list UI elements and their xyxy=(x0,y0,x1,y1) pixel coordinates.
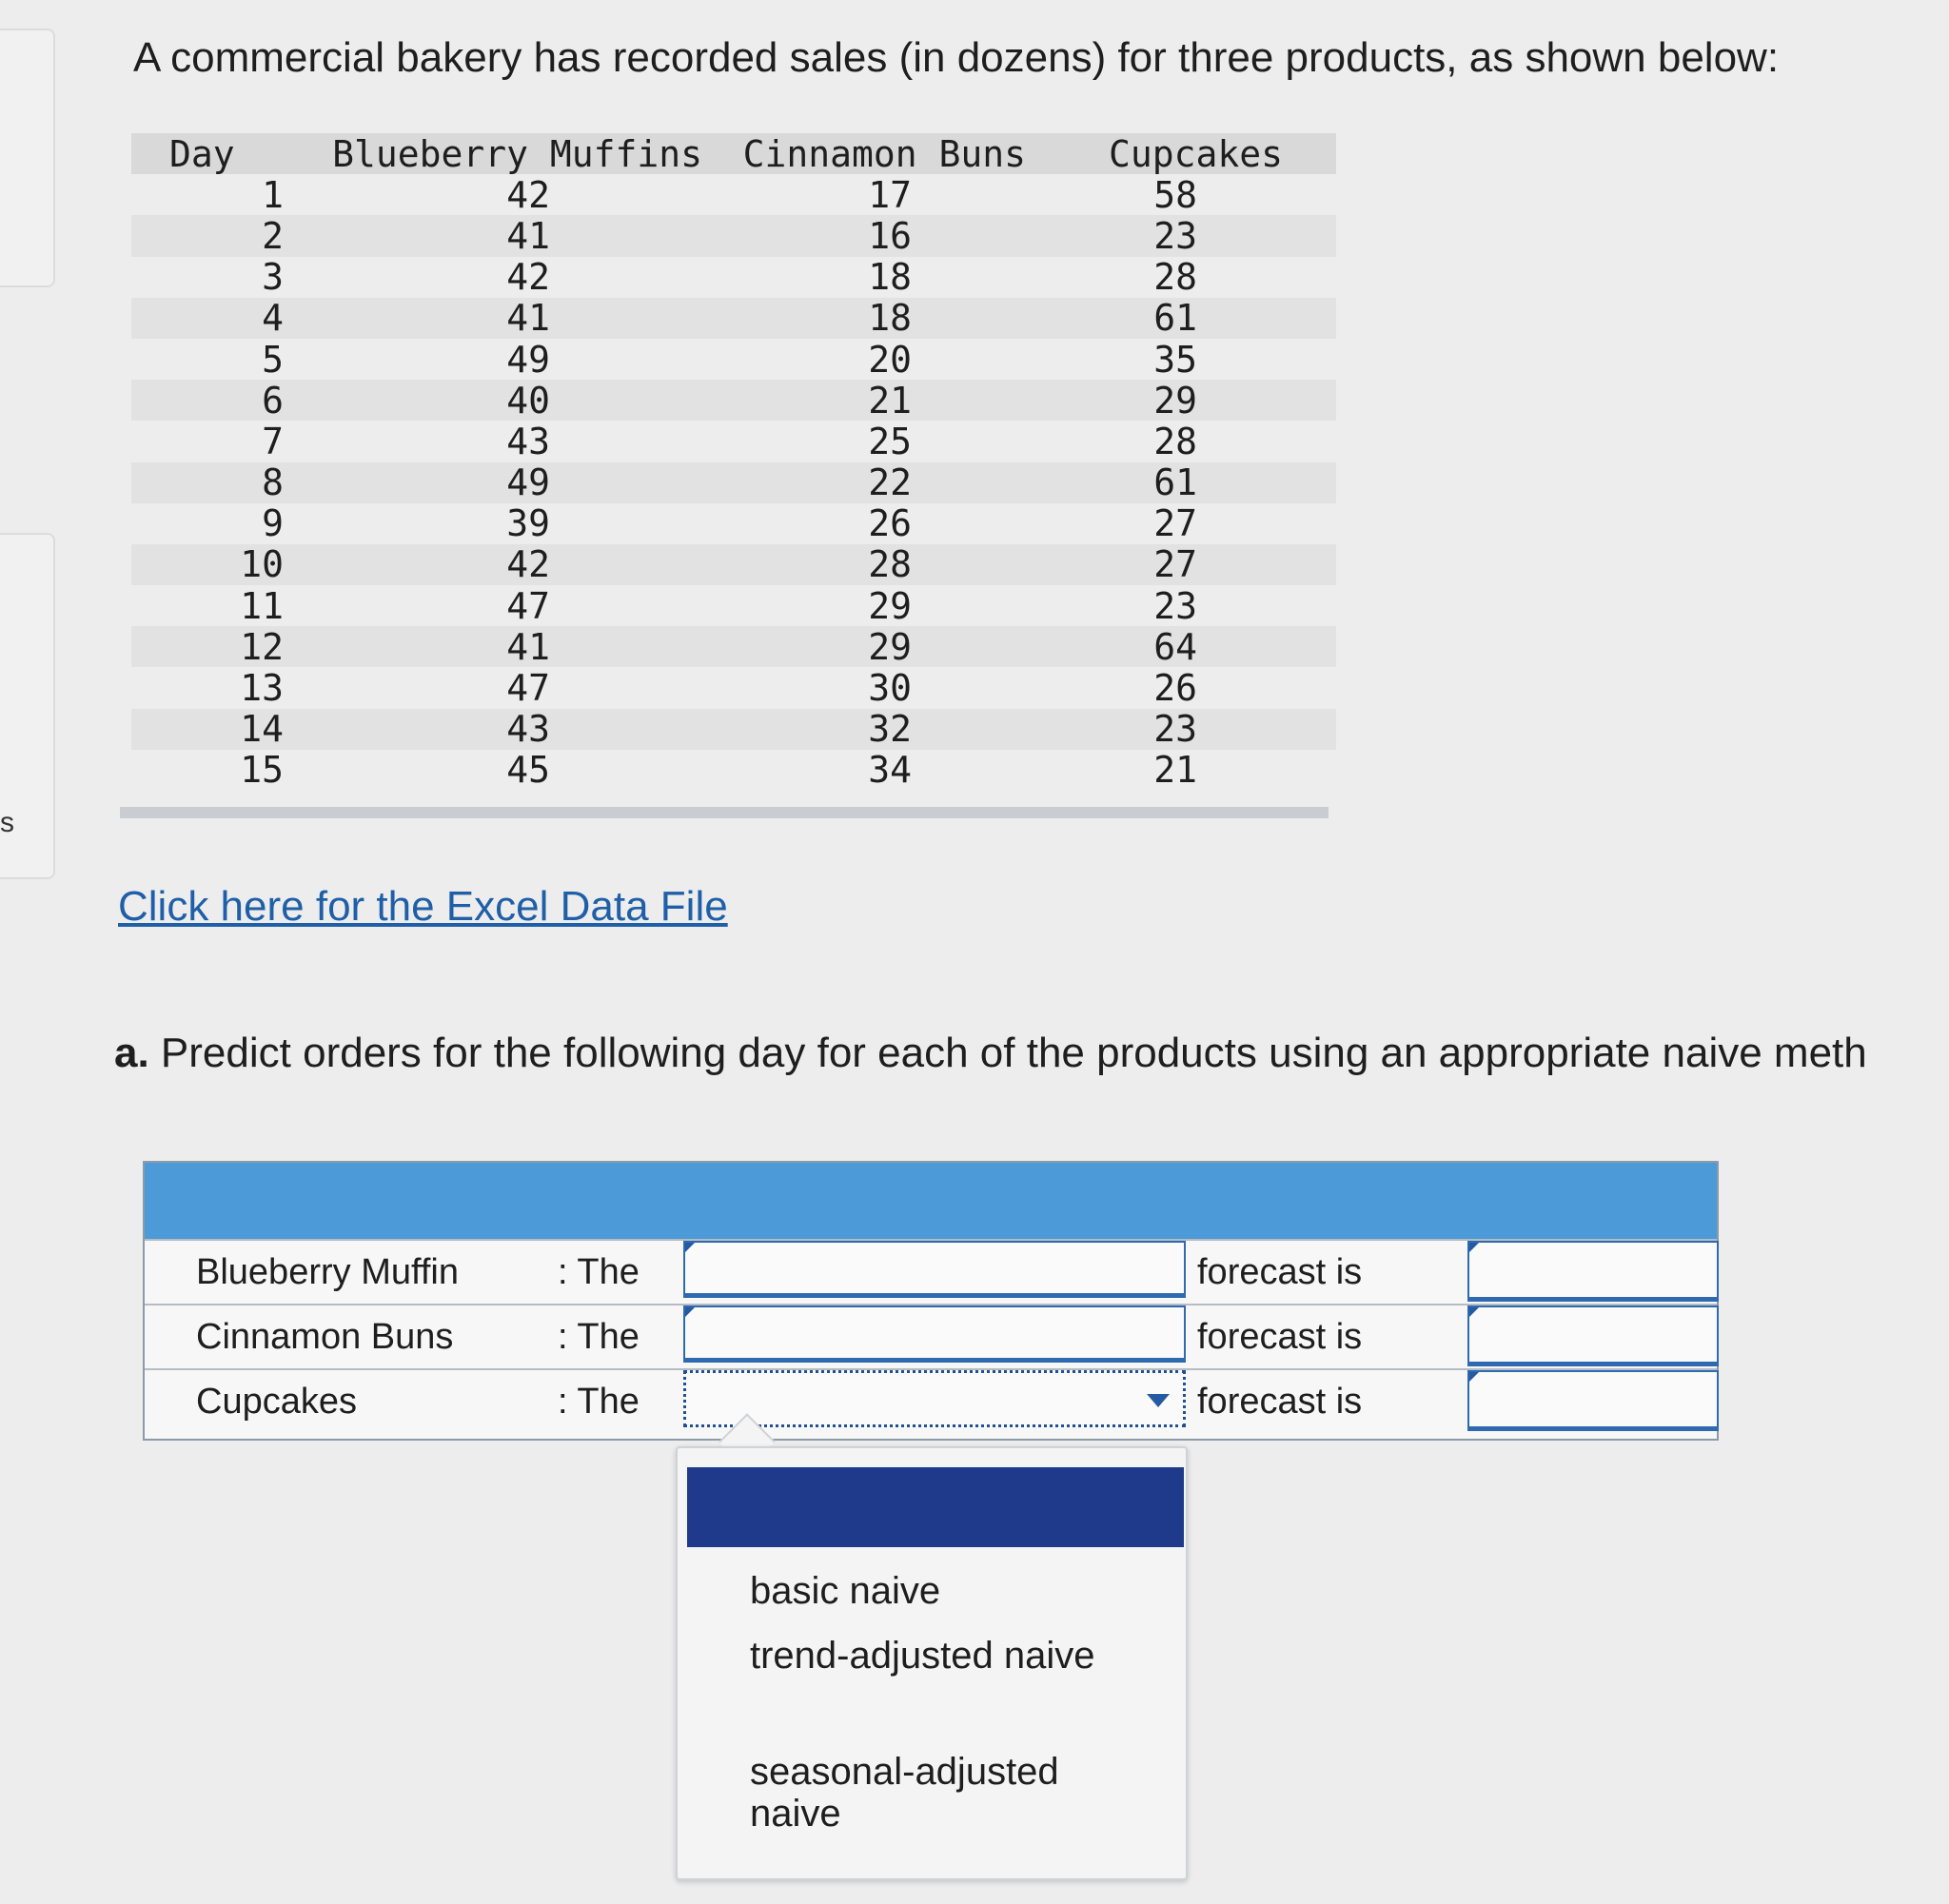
cell-blueberry-muffins: 39 xyxy=(506,502,550,545)
header-cupcakes: Cupcakes xyxy=(1108,132,1283,175)
corner-marker-icon xyxy=(1469,1307,1479,1317)
cell-blueberry-muffins: 41 xyxy=(506,214,550,257)
the-label: : The xyxy=(558,1252,640,1292)
cell-cinnamon-buns: 28 xyxy=(868,543,912,586)
table-row xyxy=(131,257,1336,298)
forecast-input-cupcakes[interactable] xyxy=(1467,1370,1719,1431)
table-row xyxy=(131,421,1336,461)
forecast-is-label: forecast is xyxy=(1197,1317,1363,1357)
cell-day: 11 xyxy=(240,584,284,627)
table-row xyxy=(131,750,1336,791)
cell-day: 5 xyxy=(262,338,284,381)
cell-day: 15 xyxy=(240,749,284,792)
cell-day: 10 xyxy=(240,543,284,586)
cell-day: 1 xyxy=(262,173,284,216)
forecast-is-label: forecast is xyxy=(1197,1382,1363,1422)
cell-day: 8 xyxy=(262,461,284,504)
forecast-is-label: forecast is xyxy=(1197,1252,1363,1292)
cell-cinnamon-buns: 22 xyxy=(868,461,912,504)
answer-table xyxy=(143,1161,1719,1441)
table-body xyxy=(131,174,1336,791)
cell-cinnamon-buns: 18 xyxy=(868,256,912,299)
answer-row-blueberry xyxy=(145,1239,1717,1305)
cell-blueberry-muffins: 42 xyxy=(506,256,550,299)
table-header-row xyxy=(131,133,1336,174)
cell-cupcakes: 64 xyxy=(1153,625,1197,668)
table-row xyxy=(131,462,1336,503)
cell-cinnamon-buns: 18 xyxy=(868,297,912,340)
corner-marker-icon xyxy=(1469,1243,1479,1252)
cell-cupcakes: 61 xyxy=(1153,297,1197,340)
product-label: Blueberry Muffin xyxy=(196,1252,459,1292)
answer-row-cinnamon xyxy=(145,1304,1717,1370)
sales-table xyxy=(131,133,1336,791)
cell-cupcakes: 26 xyxy=(1153,667,1197,710)
cell-cinnamon-buns: 20 xyxy=(868,338,912,381)
cell-day: 7 xyxy=(262,420,284,462)
cell-blueberry-muffins: 43 xyxy=(506,708,550,751)
cell-day: 13 xyxy=(240,667,284,710)
header-day: Day xyxy=(169,132,235,175)
corner-marker-icon xyxy=(1469,1372,1479,1382)
cell-cupcakes: 21 xyxy=(1153,749,1197,792)
cell-cinnamon-buns: 29 xyxy=(868,584,912,627)
question-letter: a. xyxy=(114,1030,149,1076)
cell-cinnamon-buns: 29 xyxy=(868,625,912,668)
option-basic-naive[interactable]: basic naive xyxy=(750,1570,941,1612)
cell-day: 9 xyxy=(262,502,284,545)
table-row xyxy=(131,544,1336,585)
chevron-down-icon[interactable] xyxy=(1147,1394,1170,1407)
cell-blueberry-muffins: 47 xyxy=(506,584,550,627)
question-a xyxy=(114,1030,1867,1077)
answer-table-header xyxy=(145,1163,1717,1239)
cell-cupcakes: 23 xyxy=(1153,708,1197,751)
table-divider xyxy=(120,807,1329,818)
the-label: : The xyxy=(558,1382,640,1422)
cell-cinnamon-buns: 26 xyxy=(868,502,912,545)
forecast-input-cinnamon[interactable] xyxy=(1467,1305,1719,1366)
excel-data-file-link[interactable]: Click here for the Excel Data File xyxy=(118,883,728,930)
answer-row-cupcakes xyxy=(145,1368,1717,1435)
cell-blueberry-muffins: 43 xyxy=(506,420,550,462)
cell-cupcakes: 28 xyxy=(1153,256,1197,299)
cell-cinnamon-buns: 25 xyxy=(868,420,912,462)
cell-cupcakes: 58 xyxy=(1153,173,1197,216)
forecast-input-blueberry[interactable] xyxy=(1467,1241,1719,1302)
table-row xyxy=(131,339,1336,380)
cell-blueberry-muffins: 42 xyxy=(506,543,550,586)
cell-cupcakes: 27 xyxy=(1153,543,1197,586)
table-row xyxy=(131,709,1336,750)
cell-day: 6 xyxy=(262,379,284,422)
table-row xyxy=(131,174,1336,215)
table-row xyxy=(131,503,1336,544)
cell-cinnamon-buns: 17 xyxy=(868,173,912,216)
cell-cinnamon-buns: 21 xyxy=(868,379,912,422)
left-edge-text: s xyxy=(0,807,14,838)
cell-cinnamon-buns: 30 xyxy=(868,667,912,710)
cell-day: 3 xyxy=(262,256,284,299)
cell-blueberry-muffins: 41 xyxy=(506,297,550,340)
table-row xyxy=(131,215,1336,256)
problem-intro: A commercial bakery has recorded sales (in dozens) for three products, as shown below: xyxy=(133,34,1780,81)
left-panel-tab xyxy=(0,29,55,287)
cell-cupcakes: 35 xyxy=(1153,338,1197,381)
cell-blueberry-muffins: 45 xyxy=(506,749,550,792)
table-row xyxy=(131,585,1336,626)
product-label: Cupcakes xyxy=(196,1382,357,1422)
cell-day: 12 xyxy=(240,625,284,668)
table-row xyxy=(131,298,1336,339)
header-blueberry-muffins: Blueberry Muffins xyxy=(332,132,702,175)
cell-blueberry-muffins: 42 xyxy=(506,173,550,216)
cell-cupcakes: 29 xyxy=(1153,379,1197,422)
cell-cupcakes: 23 xyxy=(1153,584,1197,627)
method-select-cinnamon[interactable] xyxy=(683,1305,1186,1363)
cell-blueberry-muffins: 49 xyxy=(506,461,550,504)
cell-blueberry-muffins: 47 xyxy=(506,667,550,710)
cell-cupcakes: 27 xyxy=(1153,502,1197,545)
cell-cinnamon-buns: 32 xyxy=(868,708,912,751)
method-dropdown-menu xyxy=(676,1446,1188,1880)
question-text: Predict orders for the following day for each of the products using an appropriate naive meth xyxy=(148,1030,1867,1076)
product-label: Cinnamon Buns xyxy=(196,1317,454,1357)
table-row xyxy=(131,380,1336,421)
dropdown-highlighted-blank-option[interactable] xyxy=(687,1467,1184,1547)
header-cinnamon-buns: Cinnamon Buns xyxy=(742,132,1026,175)
corner-marker-icon xyxy=(685,1243,695,1252)
cell-day: 2 xyxy=(262,214,284,257)
cell-blueberry-muffins: 49 xyxy=(506,338,550,381)
method-select-blueberry[interactable] xyxy=(683,1241,1186,1298)
cell-cupcakes: 28 xyxy=(1153,420,1197,462)
cell-cinnamon-buns: 16 xyxy=(868,214,912,257)
cell-day: 14 xyxy=(240,708,284,751)
table-row xyxy=(131,667,1336,708)
option-seasonal-adjusted-naive[interactable]: seasonal-adjusted naive xyxy=(750,1751,1059,1835)
cell-blueberry-muffins: 40 xyxy=(506,379,550,422)
cell-blueberry-muffins: 41 xyxy=(506,625,550,668)
cell-day: 4 xyxy=(262,297,284,340)
method-select-cupcakes[interactable] xyxy=(683,1370,1186,1427)
cell-cupcakes: 23 xyxy=(1153,214,1197,257)
corner-marker-icon xyxy=(685,1307,695,1317)
the-label: : The xyxy=(558,1317,640,1357)
cell-cinnamon-buns: 34 xyxy=(868,749,912,792)
table-row xyxy=(131,626,1336,667)
option-trend-adjusted-naive[interactable]: trend-adjusted naive xyxy=(750,1635,1095,1677)
cell-cupcakes: 61 xyxy=(1153,461,1197,504)
